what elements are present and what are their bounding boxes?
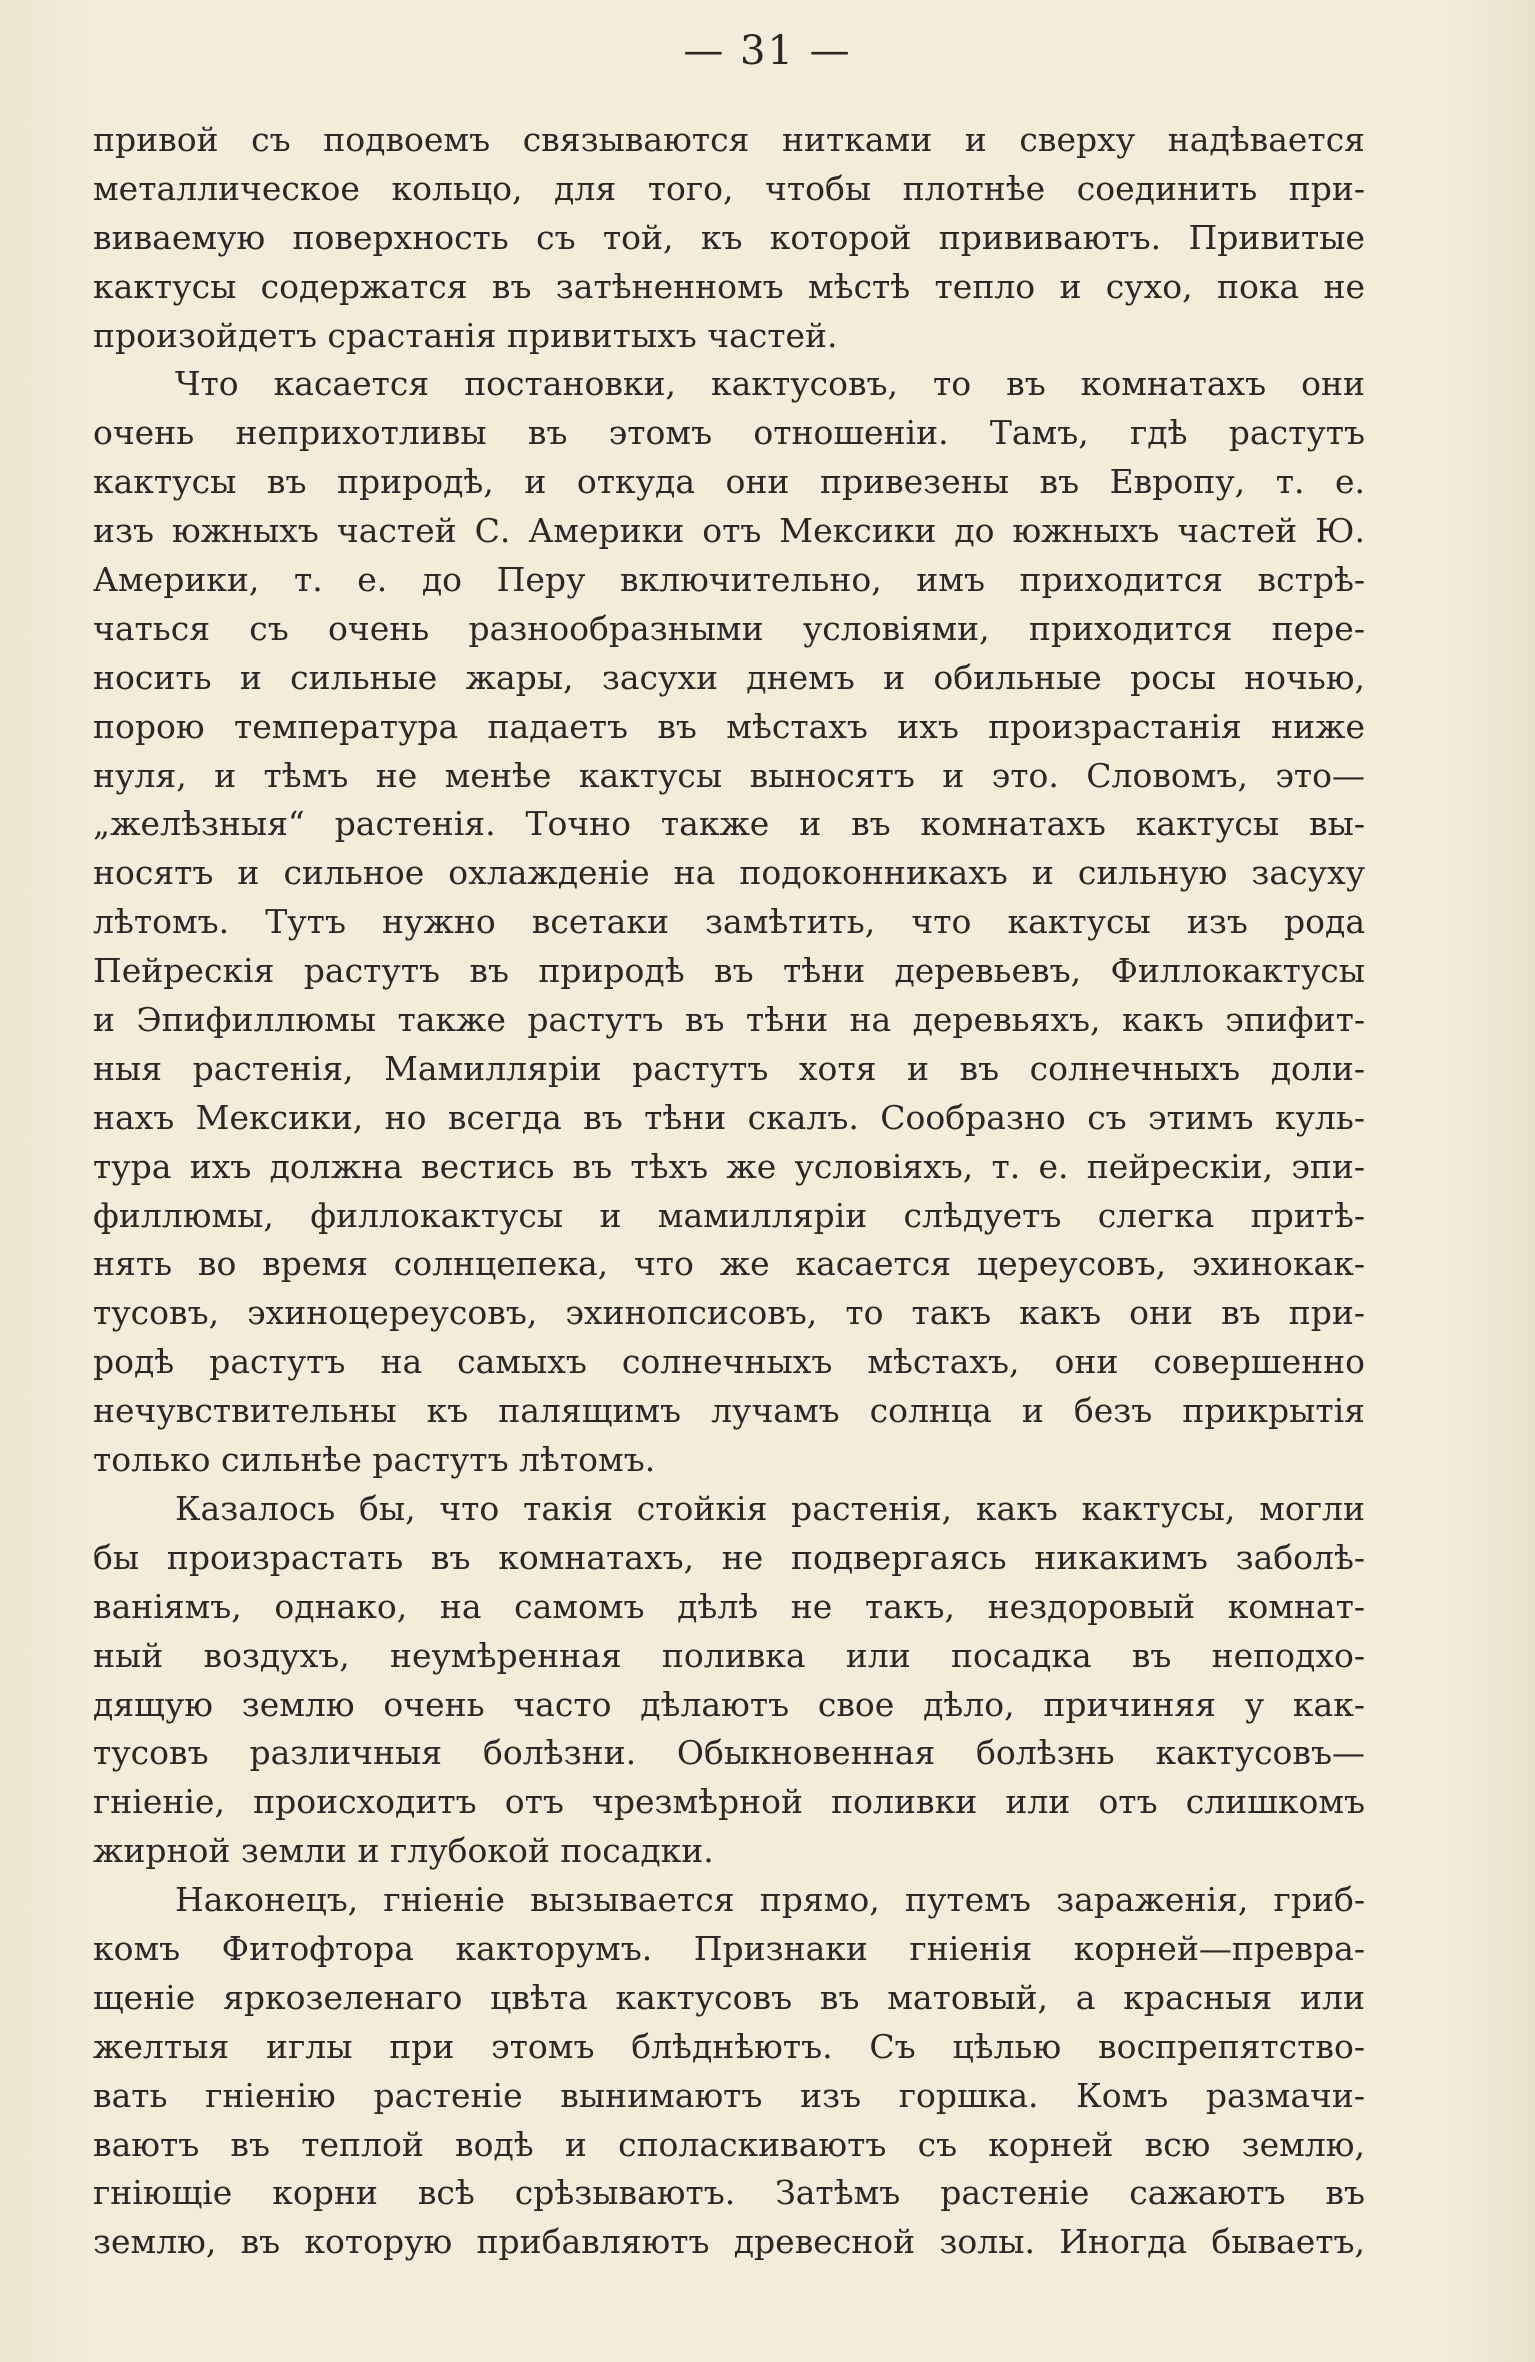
text-line: бы произрастать въ комнатахъ, не подвергаясь никакимъ заболѣ- [93, 1537, 1365, 1577]
text-line: изъ южныхъ частей С. Америки отъ Мексики до южныхъ частей Ю. [93, 511, 1365, 551]
text-line: металлическое кольцо, для того, чтобы плотнѣе соединить при- [93, 168, 1365, 208]
text-line: произойдетъ срастанія привитыхъ частей. [93, 315, 838, 355]
text-line: лѣтомъ. Тутъ нужно всетаки замѣтить, что кактусы изъ рода [93, 902, 1365, 942]
text-line: нечувствительны къ палящимъ лучамъ солнца и безъ прикрытія [93, 1391, 1365, 1431]
text-line: желтыя иглы при этомъ блѣднѣютъ. Съ цѣлью воспрепятство- [93, 2026, 1365, 2066]
text-line: и Эпифиллюмы также растутъ въ тѣни на деревьяхъ, какъ эпифит- [93, 1000, 1365, 1040]
text-line: Наконецъ, гніеніе вызывается прямо, путемъ зараженія, гриб- [175, 1880, 1365, 1920]
text-line: родѣ растутъ на самыхъ солнечныхъ мѣстахъ, они совершенно [93, 1342, 1365, 1382]
text-line: ныя растенія, Мамилляріи растутъ хотя и въ солнечныхъ доли- [93, 1048, 1365, 1088]
text-line: землю, въ которую прибавляютъ древесной золы. Иногда бываетъ, [93, 2222, 1365, 2262]
text-line: Пейрескія растутъ въ природѣ въ тѣни деревьевъ, Филлокактусы [93, 951, 1365, 991]
text-line: гніеніе, происходитъ отъ чрезмѣрной поливки или отъ слишкомъ [93, 1782, 1365, 1822]
text-line: привой съ подвоемъ связываются нитками и сверху надѣвается [93, 120, 1365, 159]
text-line: вать гніенію растеніе вынимаютъ изъ горшка. Комъ размачи- [93, 2075, 1365, 2115]
text-line: Америки, т. е. до Перу включительно, имъ приходится встрѣ- [93, 560, 1365, 600]
text-line: гніющіе корни всѣ срѣзываютъ. Затѣмъ растеніе сажаютъ въ [93, 2173, 1365, 2213]
text-line: нахъ Мексики, но всегда въ тѣни скалъ. Сообразно съ этимъ куль- [93, 1097, 1365, 1137]
text-line: дящую землю очень часто дѣлаютъ свое дѣло, причиняя у как- [93, 1684, 1365, 1724]
text-line: кактусы содержатся въ затѣненномъ мѣстѣ тепло и сухо, пока не [93, 266, 1365, 306]
text-line: ваютъ въ теплой водѣ и споласкиваютъ съ корней всю землю, [93, 2124, 1365, 2164]
body-text [93, 116, 1365, 2267]
text-line: чаться съ очень разнообразными условіями, приходится пере- [93, 608, 1365, 648]
text-line: ваніямъ, однако, на самомъ дѣлѣ не такъ, нездоровый комнат- [93, 1586, 1365, 1626]
text-line: нуля, и тѣмъ не менѣе кактусы выносятъ и это. Словомъ, это— [93, 755, 1365, 795]
text-line: филлюмы, филлокактусы и мамилляріи слѣдуетъ слегка притѣ- [93, 1195, 1365, 1235]
text-line: щеніе яркозеленаго цвѣта кактусовъ въ матовый, а красныя или [93, 1977, 1365, 2017]
text-line: носить и сильные жары, засухи днемъ и обильные росы ночью, [93, 657, 1365, 697]
text-line: кактусы въ природѣ, и откуда они привезены въ Европу, т. е. [93, 462, 1365, 502]
text-line: только сильнѣе растутъ лѣтомъ. [93, 1440, 656, 1480]
text-line: тура ихъ должна вестись въ тѣхъ же условіяхъ, т. е. пейрескіи, эпи- [93, 1146, 1365, 1186]
text-line: порою температура падаетъ въ мѣстахъ ихъ произрастанія ниже [93, 706, 1365, 746]
page-number: — 31 — [683, 28, 852, 74]
text-line: очень неприхотливы въ этомъ отношеніи. Тамъ, гдѣ растутъ [93, 413, 1365, 453]
text-line: нять во время солнцепека, что же касается цереусовъ, эхинокак- [93, 1244, 1365, 1284]
text-line: жирной земли и глубокой посадки. [93, 1831, 714, 1871]
text-line: виваемую поверхность съ той, къ которой прививаютъ. Привитые [93, 217, 1365, 257]
text-line: тусовъ, эхиноцереусовъ, эхинопсисовъ, то такъ какъ они въ при- [93, 1293, 1365, 1333]
text-line: комъ Фитофтора какторумъ. Признаки гніенія корней—превра- [93, 1928, 1365, 1968]
text-line: носятъ и сильное охлажденіе на подоконникахъ и сильную засуху [93, 853, 1365, 893]
text-line: Казалось бы, что такія стойкія растенія, какъ кактусы, могли [175, 1488, 1365, 1528]
text-line: ный воздухъ, неумѣренная поливка или посадка въ неподхо- [93, 1635, 1365, 1675]
text-line: „желѣзныя“ растенія. Точно также и въ комнатахъ кактусы вы- [93, 804, 1365, 844]
text-line: Что касается постановки, кактусовъ, то въ комнатахъ они [175, 364, 1365, 404]
text-line: тусовъ различныя болѣзни. Обыкновенная болѣзнь кактусовъ— [93, 1733, 1365, 1773]
